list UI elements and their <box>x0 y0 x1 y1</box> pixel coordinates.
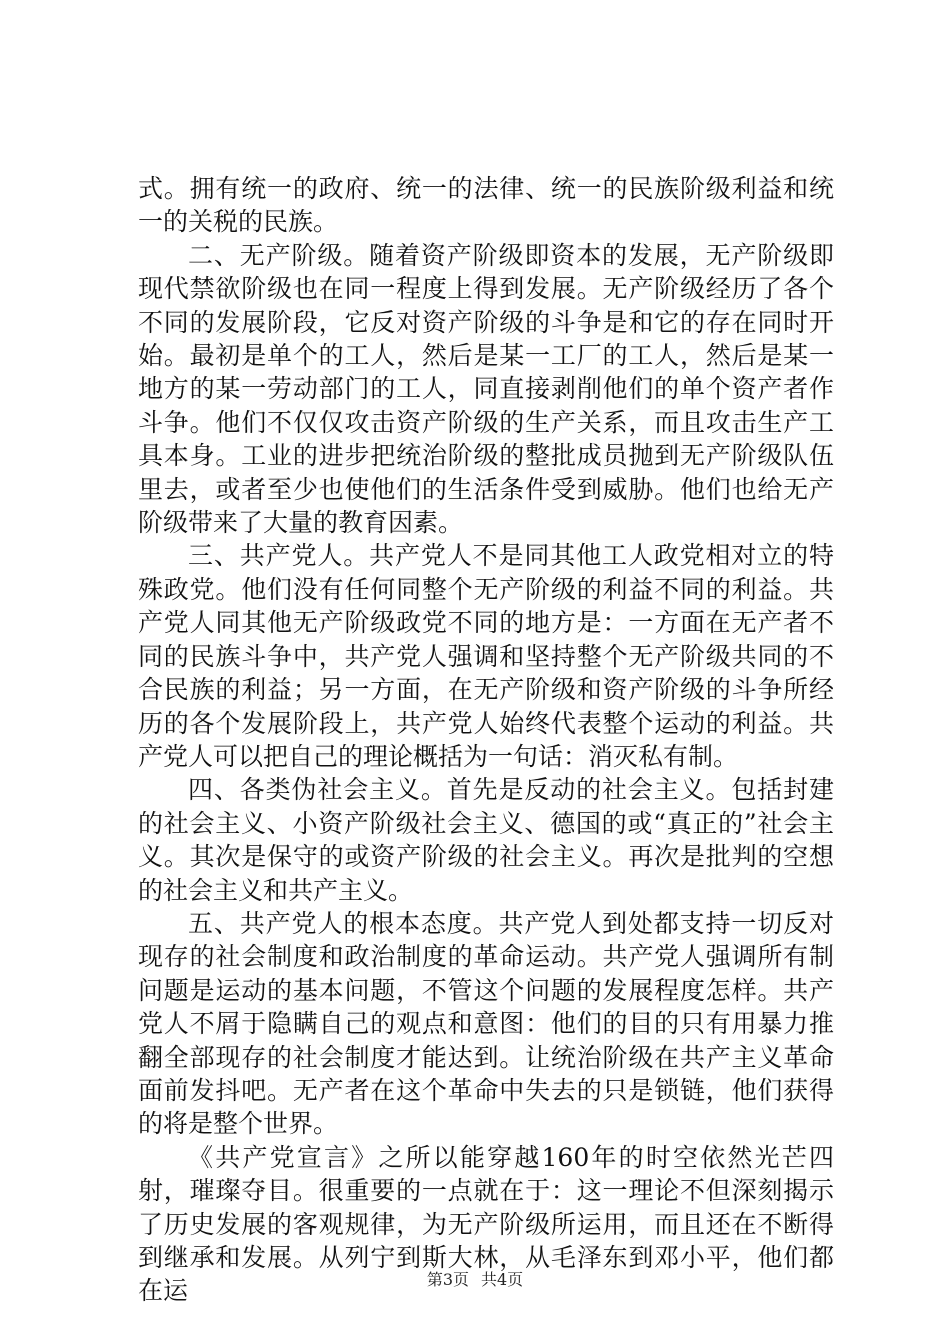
page-number-total: 共4页 <box>481 1270 524 1289</box>
paragraph-6: 《共产党宣言》之所以能穿越160年的时空依然光芒四射，璀璨夺目。很重要的一点就在于：这一理论不但深刻揭示了历史发展的客观规律，为无产阶级所运用，而且还在不断得到继承和发展。从列宁到斯大林，从毛泽东到邓小平，他们都在运 <box>138 1142 834 1306</box>
document-body <box>138 172 834 1308</box>
page-number-current: 第3页 <box>426 1270 469 1289</box>
paragraph-5: 五、共产党人的根本态度。共产党人到处都支持一切反对现存的社会制度和政治制度的革命运动。共产党人强调所有制问题是运动的基本问题，不管这个问题的发展程度怎样。共产党人不屑于隐瞒自己的观点和意图：他们的目的只有用暴力推翻全部现存的社会制度才能达到。让统治阶级在共产主义革命面前发抖吧。无产者在这个革命中失去的只是锁链，他们获得的将是整个世界。 <box>138 908 834 1139</box>
paragraph-2: 二、无产阶级。随着资产阶级即资本的发展，无产阶级即现代禁欲阶级也在同一程度上得到发展。无产阶级经历了各个不同的发展阶段，它反对资产阶级的斗争是和它的存在同时开始。最初是单个的工人，然后是某一工厂的工人，然后是某一地方的某一劳动部门的工人，同直接剥削他们的单个资产者作斗争。他们不仅仅攻击资产阶级的生产关系，而且攻击生产工具本身。工业的进步把统治阶级的整批成员抛到无产阶级队伍里去，或者至少也使他们的生活条件受到威胁。他们也给无产阶级带来了大量的教育因素。 <box>138 240 834 538</box>
paragraph-1: 式。拥有统一的政府、统一的法律、统一的民族阶级利益和统一的关税的民族。 <box>138 174 834 237</box>
paragraph-3: 三、共产党人。共产党人不是同其他工人政党相对立的特殊政党。他们没有任何同整个无产阶级的利益不同的利益。共产党人同其他无产阶级政党不同的地方是：一方面在无产者不同的民族斗争中，共产党人强调和坚持整个无产阶级共同的不合民族的利益；另一方面，在无产阶级和资产阶级的斗争所经历的各个发展阶段上，共产党人始终代表整个运动的利益。共产党人可以把自己的理论概括为一句话：消灭私有制。 <box>138 541 834 771</box>
page-footer <box>0 1270 950 1290</box>
paragraph-4: 四、各类伪社会主义。首先是反动的社会主义。包括封建的社会主义、小资产阶级社会主义、德国的或“真正的”社会主义。其次是保守的或资产阶级的社会主义。再次是批判的空想的社会主义和共产主义。 <box>138 775 834 905</box>
